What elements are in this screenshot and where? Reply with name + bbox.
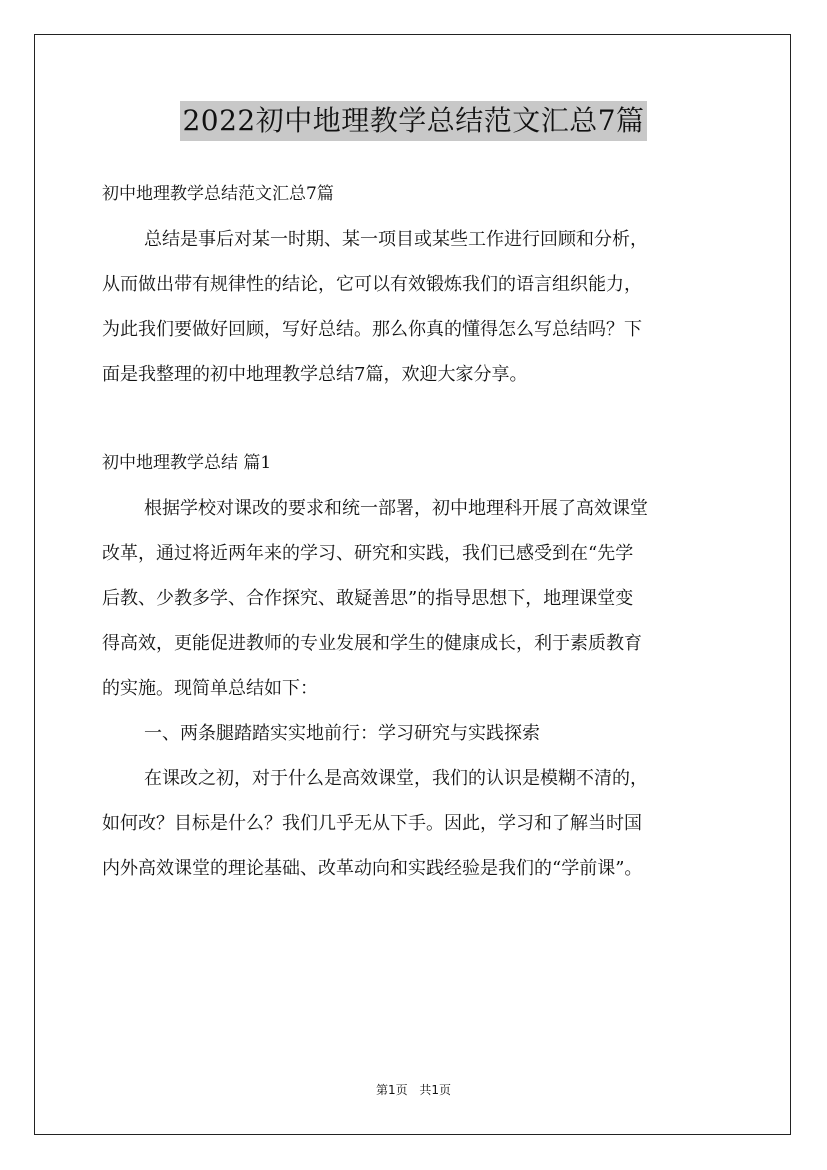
section-paragraph-line: 改革，通过将近两年来的学习、研究和实践，我们已感受到在“先学 [102, 543, 634, 564]
section-paragraph-line: 如何改？目标是什么？我们几乎无从下手。因此，学习和了解当时国 [102, 813, 642, 834]
point-heading: 一、两条腿踏踏实实地前行：学习研究与实践探索 [144, 723, 540, 744]
section-paragraph-line: 的实施。现简单总结如下： [102, 678, 318, 699]
intro-line: 总结是事后对某一时期、某一项目或某些工作进行回顾和分析， [144, 229, 648, 250]
section-paragraph-line: 后教、少教多学、合作探究、敢疑善思”的指导思想下，地理课堂变 [102, 588, 634, 609]
page-total: 共1页 [419, 1083, 452, 1097]
section-paragraph-line: 根据学校对课改的要求和统一部署，初中地理科开展了高效课堂 [144, 498, 648, 519]
document-body [102, 172, 732, 891]
section-heading: 初中地理教学总结 篇1 [102, 453, 272, 473]
intro-line: 为此我们要做好回顾，写好总结。那么你真的懂得怎么写总结吗？下 [102, 319, 642, 340]
section-paragraph-line: 得高效，更能促进教师的专业发展和学生的健康成长，利于素质教育 [102, 633, 642, 654]
paragraph-gap [102, 397, 732, 441]
page-number: 第1页 [375, 1083, 408, 1097]
intro-line: 从而做出带有规律性的结论，它可以有效锻炼我们的语言组织能力， [102, 274, 642, 295]
document-subtitle: 初中地理教学总结范文汇总7篇 [102, 184, 334, 204]
title-wrap [0, 101, 827, 141]
intro-line: 面是我整理的初中地理教学总结7篇，欢迎大家分享。 [102, 364, 528, 385]
page-footer [0, 1082, 827, 1098]
section-paragraph-line: 内外高效课堂的理论基础、改革动向和实践经验是我们的“学前课”。 [102, 858, 643, 879]
section-paragraph-line: 在课改之初，对于什么是高效课堂，我们的认识是模糊不清的， [144, 768, 648, 789]
document-title: 2022初中地理教学总结范文汇总7篇 [180, 101, 646, 141]
